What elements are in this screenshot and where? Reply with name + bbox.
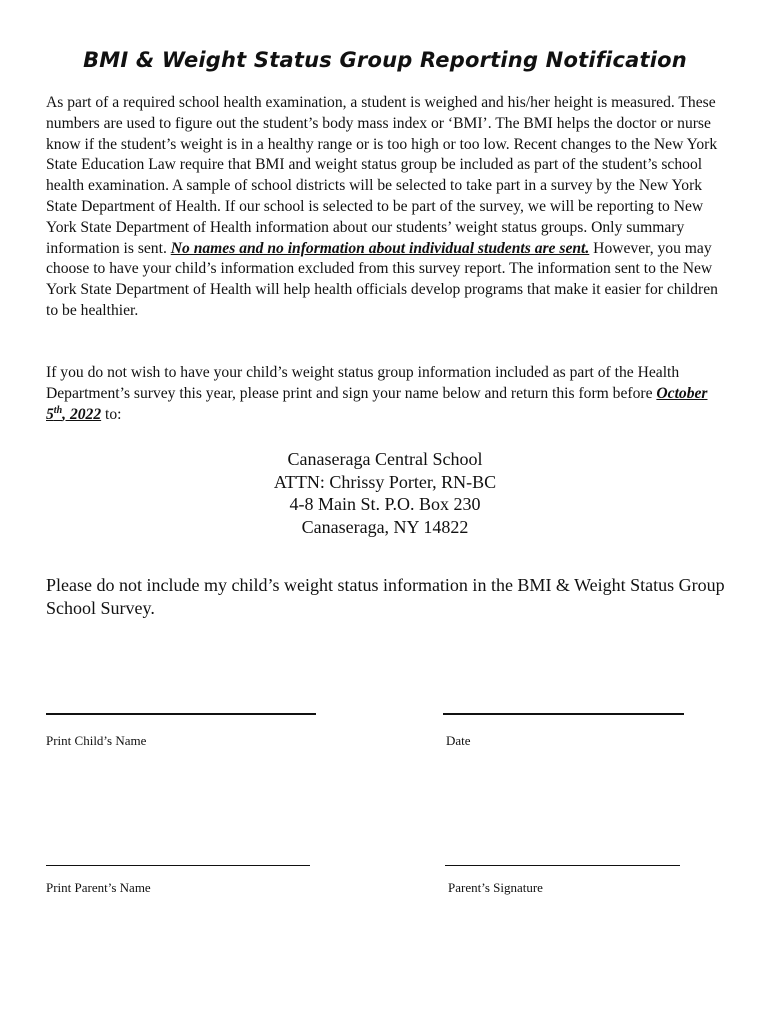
child-name-label: Print Child’s Name xyxy=(46,733,147,748)
document-title: BMI & Weight Status Group Reporting Notification xyxy=(83,48,687,72)
date-line[interactable] xyxy=(443,713,684,715)
intro-text-continued: However, you may choose to have your child’s information excluded from this survey report. The information sent to the New York State Department of Health will help health officials develop programs that make it easier for children to be healthier. xyxy=(46,239,718,319)
address-line-attn: ATTN: Chrissy Porter, RN-BC xyxy=(273,471,497,492)
date-label: Date xyxy=(446,733,471,748)
optout-statement: Please do not include my child’s weight status information in the BMI & Weight Status Group School Survey. xyxy=(46,575,725,618)
parent-signature-label: Parent’s Signature xyxy=(448,880,543,895)
instructions-text-end: to: xyxy=(101,405,122,423)
parent-signature-line[interactable] xyxy=(445,865,680,866)
address-line-school: Canaseraga Central School xyxy=(287,449,483,469)
parent-name-line[interactable] xyxy=(46,865,310,866)
instructions-text: If you do not wish to have your child’s weight status group information included as part of the Health Department’s survey this year, please print and sign your name below and return this form before xyxy=(46,364,680,402)
deadline-year: , 2022 xyxy=(62,405,102,423)
instructions-paragraph xyxy=(46,363,730,425)
address-line-street: 4-8 Main St. P.O. Box 230 xyxy=(289,494,481,514)
deadline-ordinal: th xyxy=(53,404,63,416)
privacy-emphasis: No names and no information about individual students are sent. xyxy=(170,239,590,257)
intro-text: As part of a required school health examination, a student is weighed and his/her height is measured. These numbers are used to figure out the student’s body mass index or ‘BMI’. The BMI helps the doctor or nurse know if the student’s weight is in a healthy range or is too high or too low. Recent changes to the New York State Education Law require that BMI and weight status group be included as part of the student’s school health examination. A sample of school districts will be selected to take part in a survey by the New York State Department of Health. If our school is selected to be part of the survey, we will be reporting to New York State Department of Health information about our students’ weight status groups. Only summary information is sent. xyxy=(46,94,718,257)
child-name-line[interactable] xyxy=(46,713,316,715)
intro-paragraph xyxy=(46,93,730,322)
parent-name-label: Print Parent’s Name xyxy=(46,880,151,895)
address-line-city: Canaseraga, NY 14822 xyxy=(301,516,469,537)
return-address xyxy=(0,448,770,538)
deadline-month-day: October 5 xyxy=(46,384,708,423)
